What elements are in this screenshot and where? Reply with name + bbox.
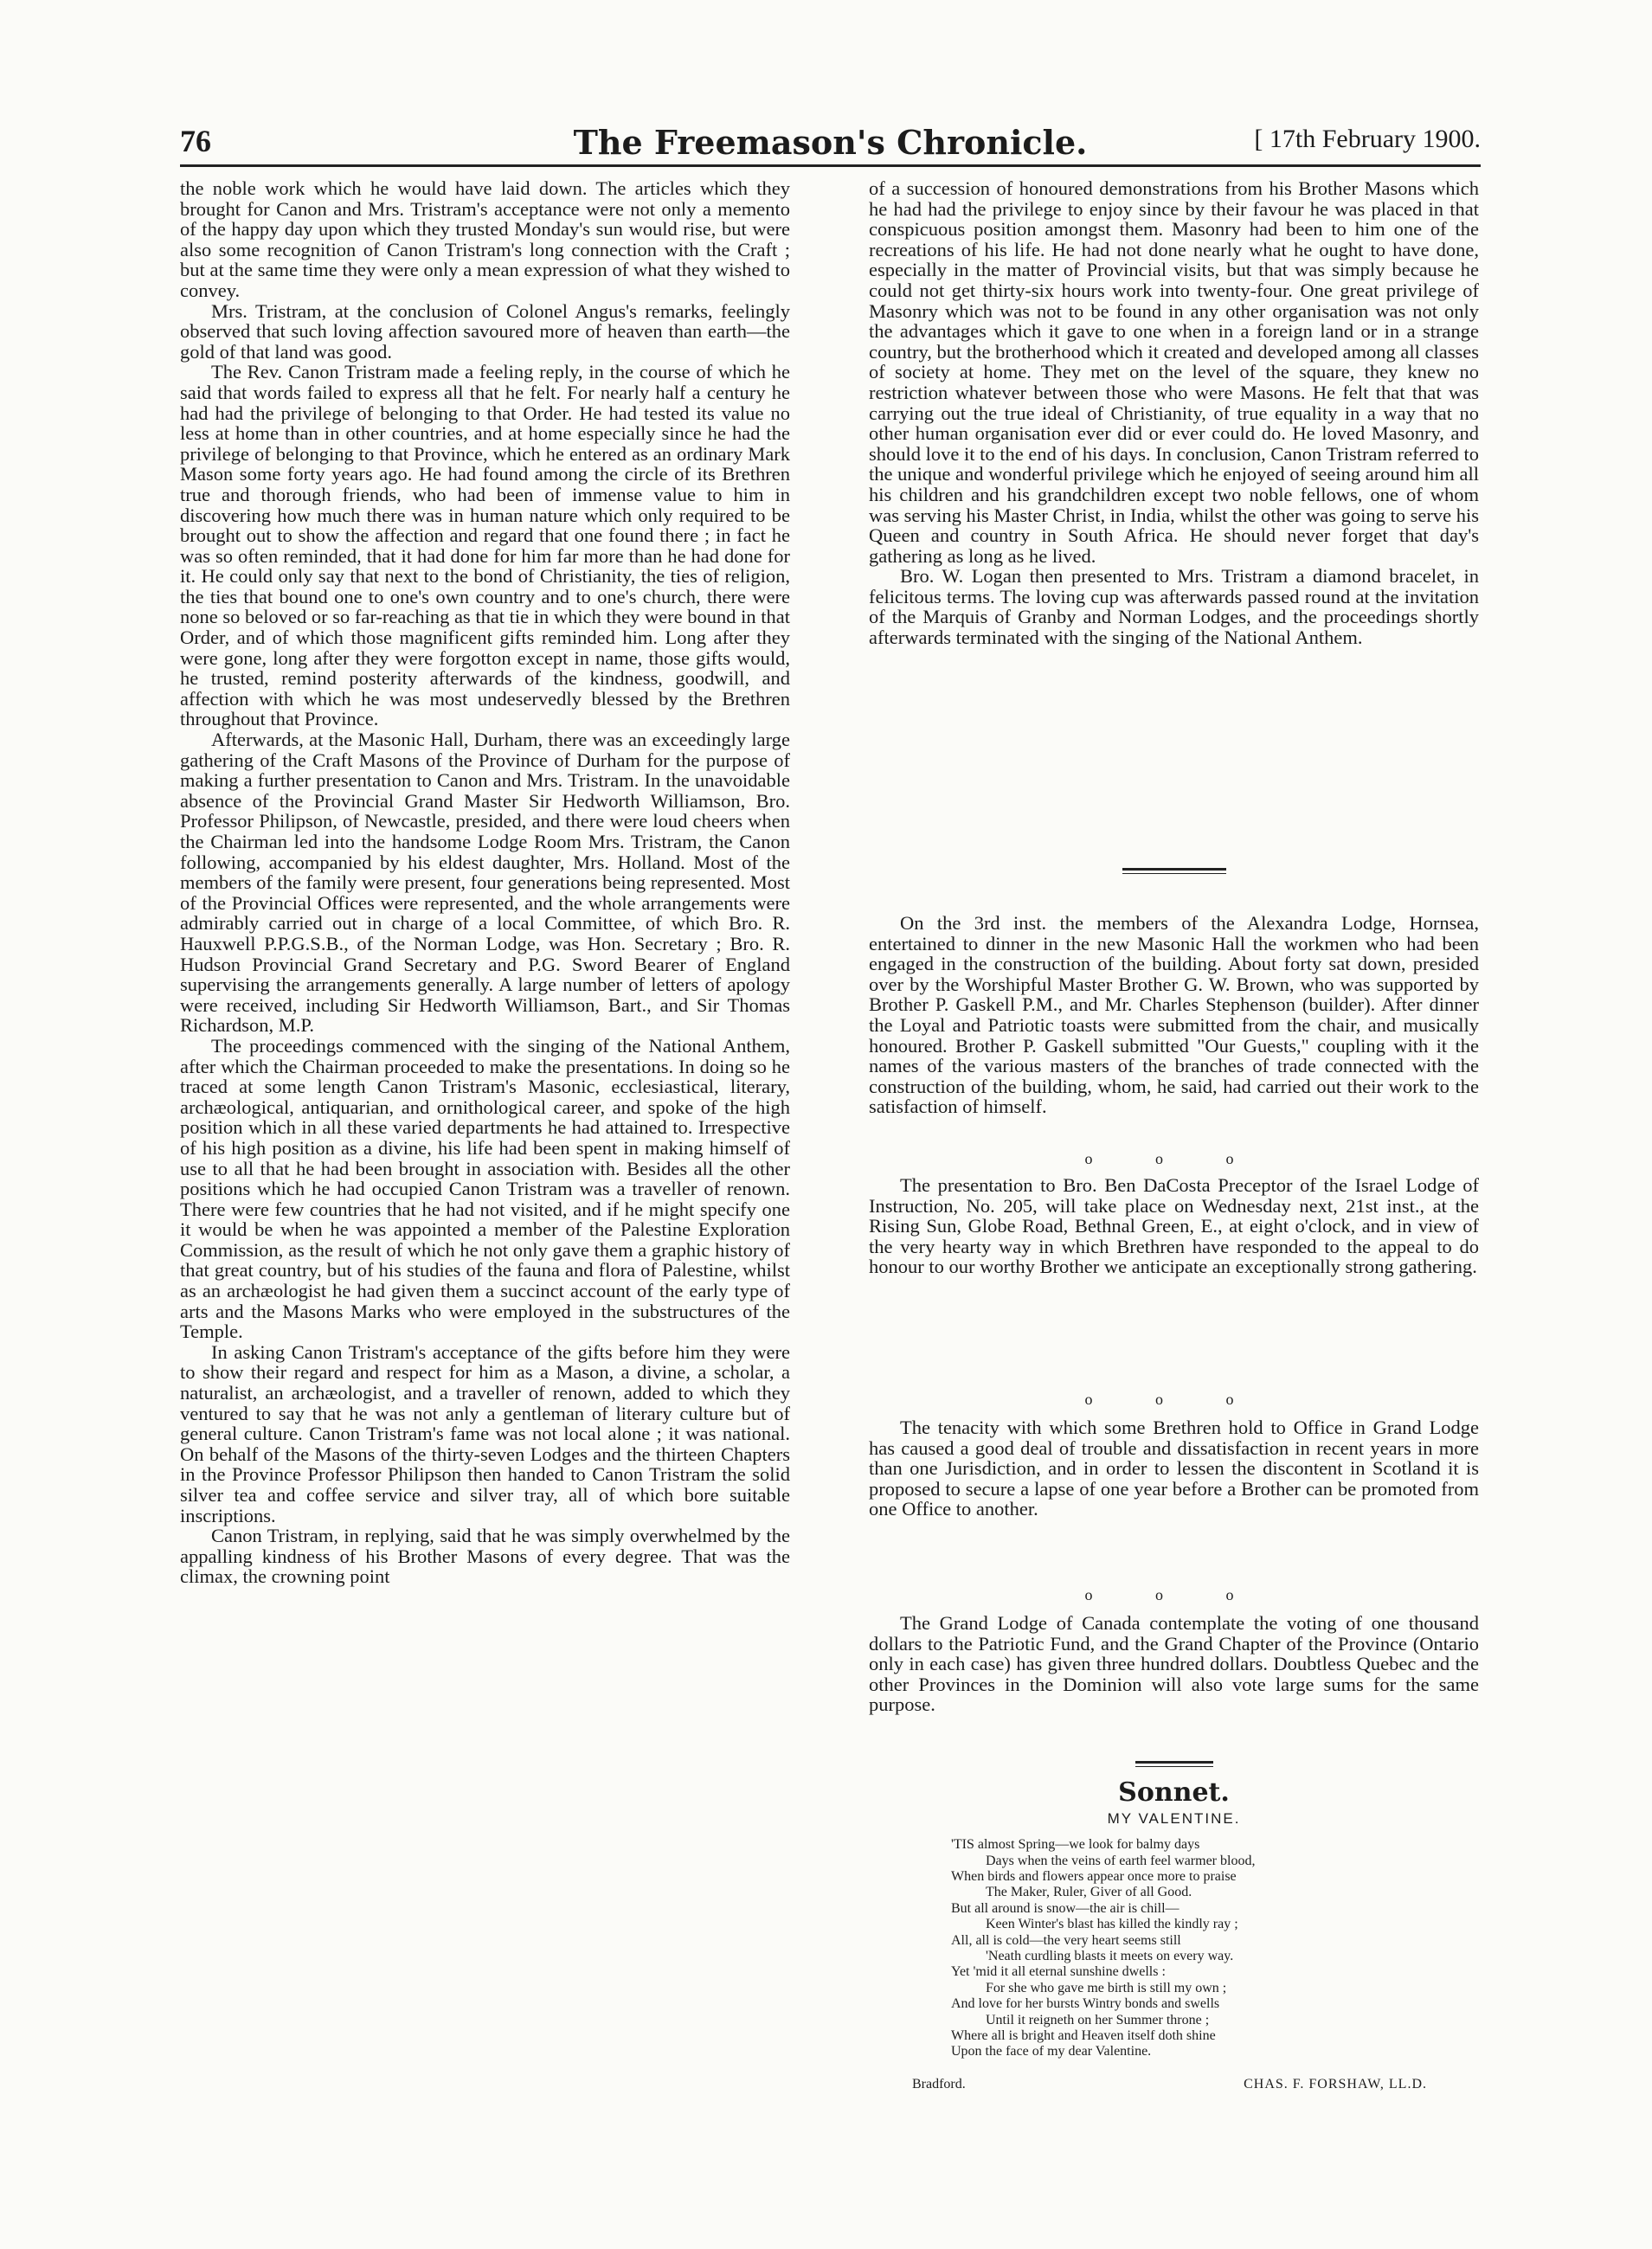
- poem-line: All, all is cold—the very heart seems still: [951, 1932, 1181, 1948]
- header-rule: [180, 164, 1481, 167]
- poem-author: CHAS. F. FORSHAW, LL.D.: [1244, 2076, 1427, 2092]
- masthead-title: The Freemason's Chronicle.: [573, 123, 1088, 162]
- section-divider: [1135, 1761, 1213, 1767]
- page-number: 76: [180, 124, 211, 158]
- poem-line: When birds and flowers appear once more to praise: [951, 1869, 1237, 1884]
- sonnet-title: MY VALENTINE.: [1107, 1809, 1241, 1827]
- poem-line: But all around is snow—the air is chill—: [951, 1900, 1180, 1916]
- poem-line: Upon the face of my dear Valentine.: [951, 2044, 1152, 2059]
- poem-place: Bradford.: [912, 2076, 966, 2092]
- paragraph: the noble work which he would have laid down. The articles which they brought for Canon and Mrs. Tristram's acceptance were not only a memento of the happy day upon which they trusted Monday's sun would rise, but were also some recognition of Canon Tristram's long connection with the Craft ; but at the same time they were only a mean expression of what they wished to convey.: [180, 177, 790, 301]
- issue-date: [ 17th February 1900.: [1254, 125, 1481, 153]
- poem-line: And love for her bursts Wintry bonds and swells: [951, 1996, 1220, 2012]
- poem-line: Where all is bright and Heaven itself doth shine: [951, 2028, 1216, 2044]
- poem-line: Until it reigneth on her Summer throne ;: [986, 2012, 1210, 2027]
- section-divider: [1122, 868, 1226, 874]
- poem-body: [951, 1837, 1479, 2060]
- poem-line: For she who gave me birth is still my own ;: [986, 1980, 1227, 1995]
- poem-line: 'TIS almost Spring—we look for balmy days: [951, 1837, 1200, 1853]
- sonnet: [869, 1777, 1479, 2094]
- paragraph: The proceedings commenced with the singing of the National Anthem, after which the Chairman proceeded to make the presentations. In doing so he traced at some length Canon Tristram's Masonic, ecclesiastical, literary, archæological, antiquarian, and ornithological career, and spoke of the high position which in all these varied departments he had attained to. Irrespective of his high position as a divine, his life had been spent in making himself of use to all that he had been brought in association with. Besides all the other positions which he had occupied Canon Tristram was a traveller of renown. There were few countries that he had not visited, and if he might specify one it would be when he was appointed a member of the Palestine Exploration Commission, as the result of which he not only gave them a graphic history of that great country, but of his studies of the fauna and flora of Palestine, whilst as an archæologist he had given them a succinct account of the early type of arts and the Masons Marks who were employed in the substructures of the Temple.: [180, 1034, 790, 1343]
- news-item: The presentation to Bro. Ben DaCosta Preceptor of the Israel Lodge of Instruction, No. 205, will take place on Wednesday next, 21st inst., at the Rising Sun, Globe Road, Bethnal Green, E., at eight o'clock, and in view of the very hearty way in which Brethren have responded to the appeal to do honour to our worthy Brother we anticipate an exceptionally strong gathering.: [869, 1174, 1479, 1278]
- ornament-dots: o o o: [1084, 1586, 1263, 1603]
- sonnet-heading: Sonnet.: [1118, 1777, 1230, 1808]
- poem-line: 'Neath curdling blasts it meets on every way.: [986, 1949, 1234, 1964]
- news-item: The tenacity with which some Brethren hold to Office in Grand Lodge has caused a good deal of trouble and dissatisfaction in recent years in more than one Jurisdiction, and in order to lessen the discontent in Scotland it is proposed to secure a lapse of one year before a Brother can be promoted from one Office to another.: [869, 1417, 1479, 1520]
- paragraph: Canon Tristram, in replying, said that he was simply overwhelmed by the appalling kindness of his Brother Masons of every degree. That was the climax, the crowning point: [180, 1525, 790, 1588]
- signature-line: [869, 2074, 1479, 2095]
- page-header: [180, 123, 1481, 162]
- paragraph: The Rev. Canon Tristram made a feeling reply, in the course of which he said that words failed to express all that he felt. For nearly half a century he had had the privilege of belonging to that Order. He had tested its value no less at home than in other countries, and at home especially since he had the privilege of belonging to that Province, which he entered as an ordinary Mark Mason some forty years ago. He had found among the circle of its Brethren true and thorough friends, who had been of immense value to him in discovering how much there was in human nature which only required to be brought out to show the affection and regard that one found there ; in fact he was so often reminded, that it had done for him far more than he had done for it. He could only say that next to the bond of Christianity, the ties of religion, the ties that bound one to one's own country and to one's church, there were none so beloved or so far-reaching as that tie in which they were bound in that Order, and of which those magnificent gifts reminded him. Long after they were gone, long after they were forgotton except in name, those gifts would, he trusted, remind posterity afterwards of the kindness, goodwill, and affection with which he was most undeservedly blessed by the Brethren throughout that Province.: [180, 361, 790, 730]
- ornament-dots: o o o: [1084, 1391, 1263, 1408]
- poem-line: Yet 'mid it all eternal sunshine dwells :: [951, 1964, 1166, 1980]
- poem-line: Keen Winter's blast has killed the kindly ray ;: [986, 1917, 1238, 1932]
- paragraph: Afterwards, at the Masonic Hall, Durham, there was an exceedingly large gathering of the Craft Masons of the Province of Durham for the purpose of making a further presentation to Canon and Mrs. Tristram. In the unavoidable absence of the Provincial Grand Master Sir Hedworth Williamson, Bro. Professor Philipson, of Newcastle, presided, and there were loud cheers when the Chairman led into the handsome Lodge Room Mrs. Tristram, the Canon following, accompanied by his eldest daughter, Mrs. Holland. Most of the members of the family were present, four generations being represented. Most of the Provincial Offices were represented, and the whole arrangements were admirably carried out in charge of a local Committee, of which Bro. R. Hauxwell P.P.G.S.B., of the Norman Lodge, was Hon. Secretary ; Bro. R. Hudson Provincial Grand Secretary and P.G. Sword Bearer of England supervising the arrangements generally. A large number of letters of apology were received, including Sir Hedworth Williamson, Bart., and Sir Thomas Richardson, M.P.: [180, 729, 790, 1037]
- left-column: [180, 178, 790, 1587]
- paragraph: In asking Canon Tristram's acceptance of the gifts before him they were to show their regard and respect for him as a Mason, a divine, a scholar, a naturalist, an archæologist, and a traveller of renown, added to which they ventured to say that he was not anly a gentleman of literary culture but of general culture. Canon Tristram's fame was not local alone ; it was national. On behalf of the Masons of the thirty-seven Lodges and the thirteen Chapters in the Province Professor Philipson then handed to Canon Tristram the solid silver tea and coffee service and silver tray, all of which bore suitable inscriptions.: [180, 1340, 790, 1526]
- paragraph: Mrs. Tristram, at the conclusion of Colonel Angus's remarks, feelingly observed that such loving affection savoured more of heaven than earth—the gold of that land was good.: [180, 299, 790, 363]
- news-item: On the 3rd inst. the members of the Alexandra Lodge, Hornsea, entertained to dinner in the new Masonic Hall the workmen who had been engaged in the construction of the building. About forty sat down, presided over by the Worshipful Master Brother G. W. Brown, who was supported by Brother P. Gaskell P.M., and Mr. Charles Stephenson (builder). After dinner the Loyal and Patriotic toasts were submitted from the chair, and musically honoured. Brother P. Gaskell submitted "Our Guests," coupling with it the names of the various masters of the branches of trade connected with the construction of the building, whom, he said, had carried out their work to the satisfaction of himself.: [869, 912, 1479, 1118]
- poem-line: Days when the veins of earth feel warmer blood,: [986, 1853, 1256, 1868]
- news-item: The Grand Lodge of Canada contemplate the voting of one thousand dollars to the Patriotic Fund, and the Grand Chapter of the Province (Ontario only in each case) has given three hundred dollars. Doubtless Quebec and the other Provinces in the Dominion will also vote large sums for the same purpose.: [869, 1612, 1479, 1716]
- paragraph: of a succession of honoured demonstrations from his Brother Masons which he had had the privilege to enjoy since by their favour he was placed in that conspicuous position amongst them. Masonry had been to him one of the recreations of his life. He had not done nearly what he ought to have done, especially in the matter of Provincial visits, but that was simply because he could not get thirty-six hours work into twenty-four. One great privilege of Masonry which was not to be found in any other organisation was not only the advantages which it gave to one when in a foreign land or in a strange country, but the brotherhood which it created and developed among all classes of society at home. They met on the level of the square, they knew no restriction whatever between those who were Masons. He felt that that was carrying out the true ideal of Christianity, of true equality in a way that no other human organisation ever did or ever could do. He loved Masonry, and should love it to the end of his days. In conclusion, Canon Tristram referred to the unique and wonderful privilege which he enjoyed of seeing around him all his children and his grandchildren except two noble fellows, one of whom was serving his Master Christ, in India, whilst the other was going to serve his Queen and country in South Africa. He should never forget that day's gathering as long as he lived.: [869, 177, 1479, 567]
- poem-line: The Maker, Ruler, Giver of all Good.: [986, 1885, 1192, 1900]
- paragraph: Bro. W. Logan then presented to Mrs. Tristram a diamond bracelet, in felicitous terms. The loving cup was afterwards passed round at the invitation of the Marquis of Granby and Norman Lodges, and the proceedings shortly afterwards terminated with the singing of the National Anthem.: [869, 565, 1479, 649]
- ornament-dots: o o o: [1084, 1150, 1263, 1167]
